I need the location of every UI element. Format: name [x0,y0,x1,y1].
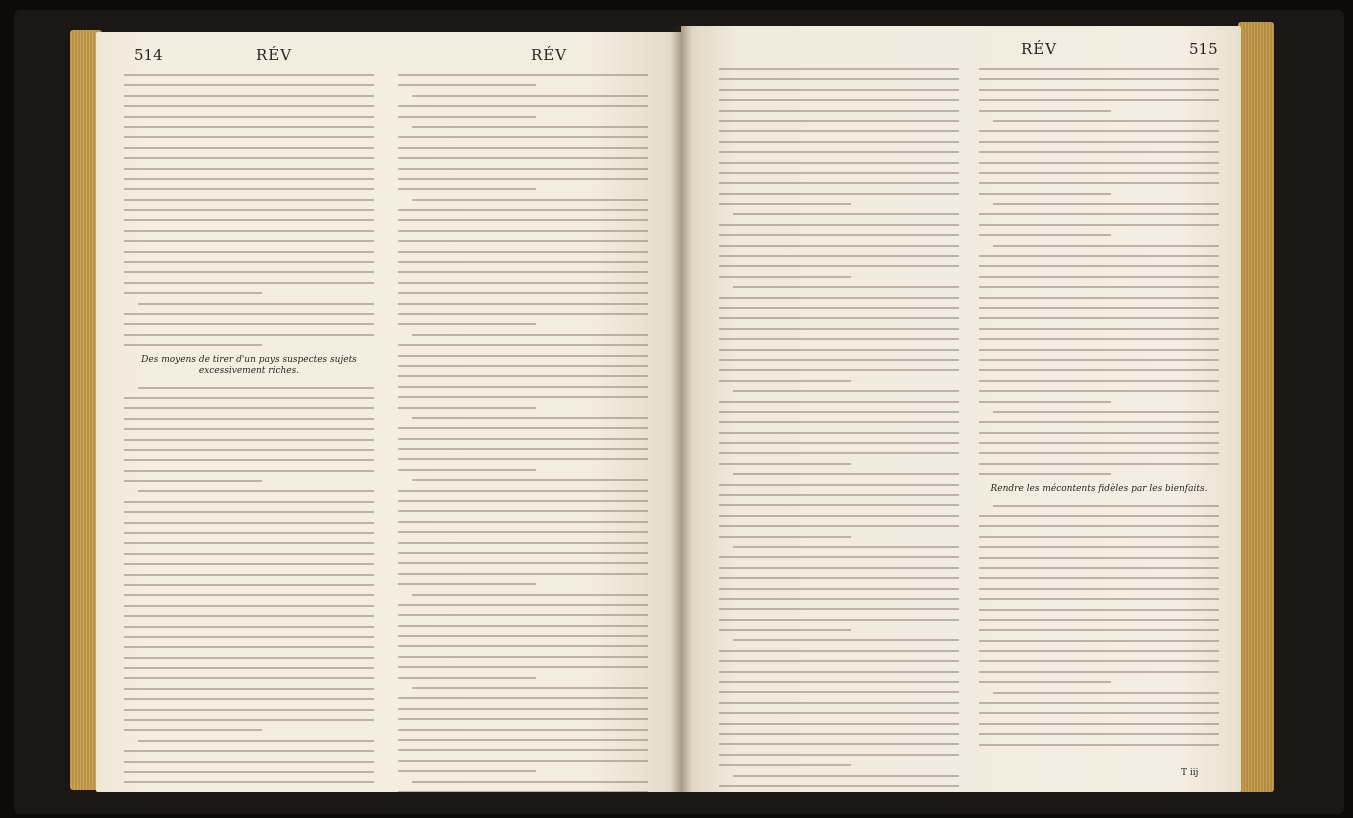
right-page-number: 515 [1189,40,1218,58]
left-column-1 [124,74,374,792]
right-column-2 [979,68,1219,754]
left-column-2 [398,74,648,792]
right-section-heading: Rendre les mécontents fidèles par les bienfaits. [990,483,1208,494]
left-column-header: RÉV [256,46,293,64]
left-page-number: 514 [134,46,163,64]
right-page-header: RÉV [1021,40,1058,58]
page-edges-right [1238,22,1274,792]
book-gutter [670,26,692,792]
right-column-header: RÉV [531,46,568,64]
signature-mark: T iij [1181,768,1199,778]
right-page [681,26,1241,792]
right-column-1 [719,68,959,792]
section-heading: Des moyens de tirer d'un pays suspectes sujets excessivement riches. [141,354,357,376]
left-page [96,32,681,792]
